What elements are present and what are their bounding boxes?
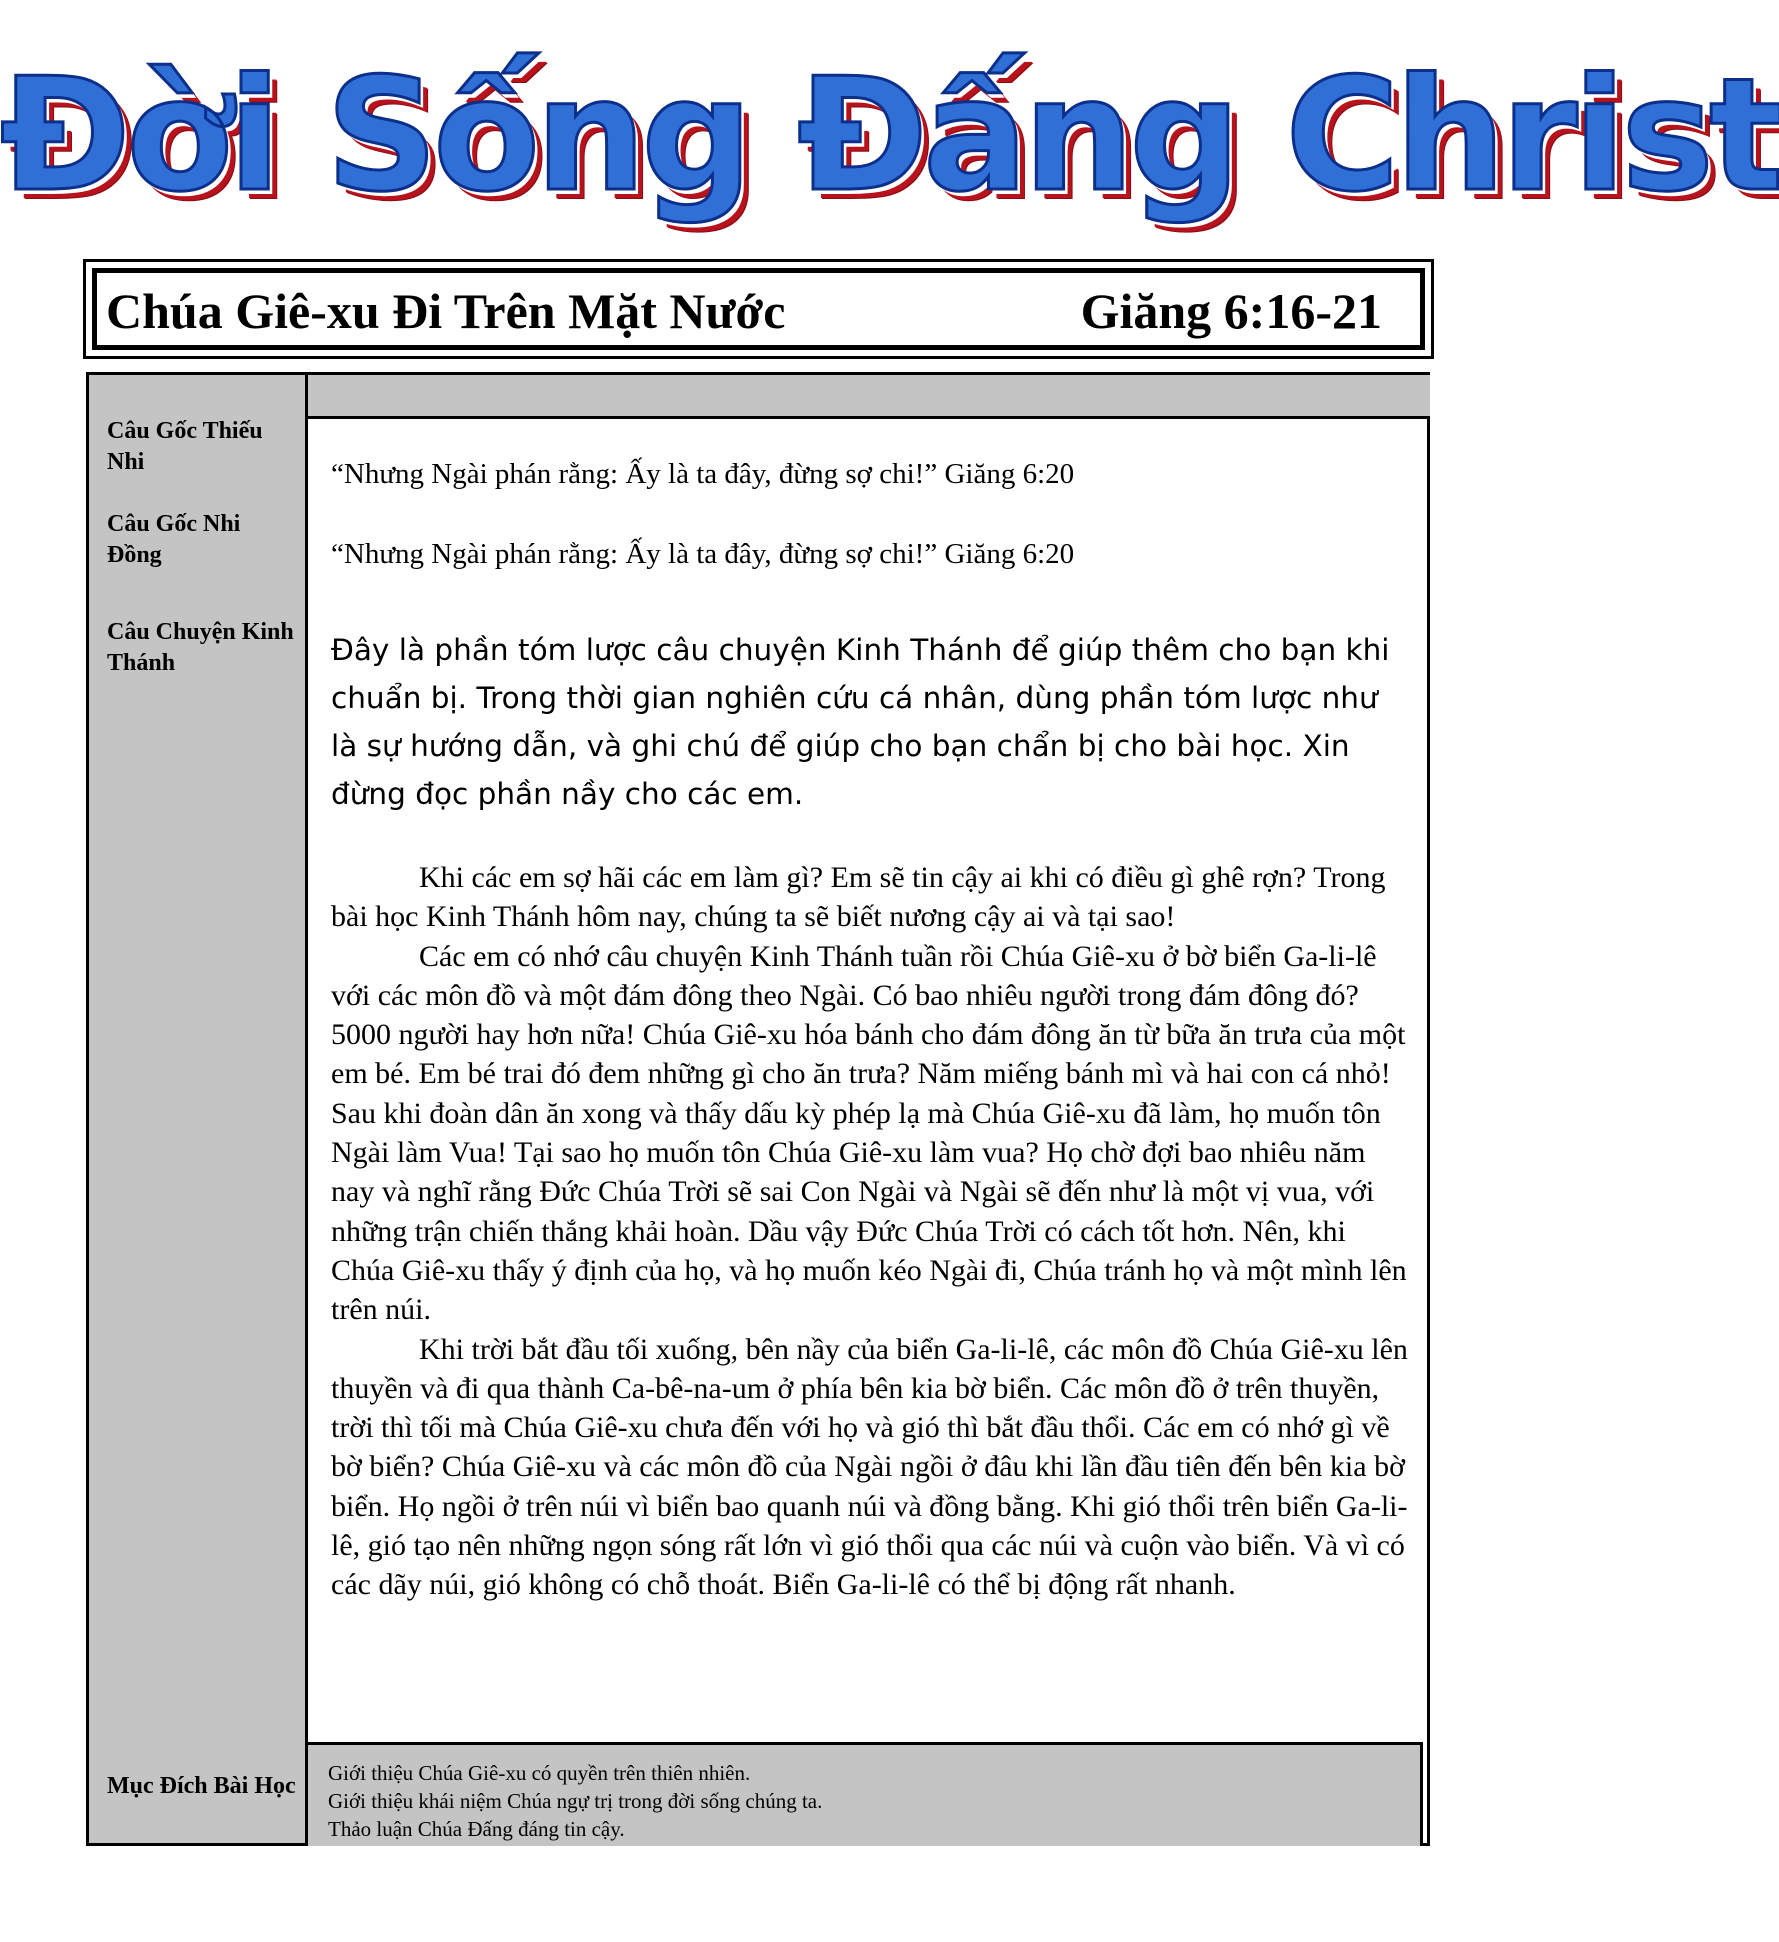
memory-verse-kids: “Nhưng Ngài phán rằng: Ấy là ta đây, đừng sợ chi!” Giăng 6:20 xyxy=(331,538,1075,570)
label-bible-story: Câu Chuyện Kinh Thánh xyxy=(107,619,294,676)
story-paragraph: Khi các em sợ hãi các em làm gì? Em sẽ tin cậy ai khi có điều gì ghê rợn? Trong bài học Kinh Thánh hôm nay, chúng ta sẽ biết nương cậy ai và tại sao! xyxy=(331,861,1386,934)
purpose-item: Giới thiệu Chúa Giê-xu có quyền trên thiên nhiên. xyxy=(328,1761,751,1785)
label-lesson-purpose: Mục Đích Bài Học xyxy=(107,1773,296,1799)
sidebar-panel xyxy=(89,375,308,1843)
label-memory-verse-kids: Câu Gốc Nhi Đồng xyxy=(107,511,241,568)
masthead-title: Đời Sống Đấng Christ xyxy=(0,44,1779,226)
purpose-item: Thảo luận Chúa Đấng đáng tin cậy. xyxy=(328,1817,625,1841)
lesson-title: Chúa Giê-xu Đi Trên Mặt Nước xyxy=(106,283,786,339)
memory-verse-juniors: “Nhưng Ngài phán rằng: Ấy là ta đây, đừng sợ chi!” Giăng 6:20 xyxy=(331,458,1075,490)
story-paragraph: Khi trời bắt đầu tối xuống, bên nầy của biển Ga-li-lê, các môn đồ Chúa Giê-xu lên thuyền và đi qua thành Ca-bê-na-um ở phía bên kia bờ biển. Các môn đồ ở trên thuyền, trời thì tối mà Chúa Giê-xu chưa đến với họ và gió thì bắt đầu thổi. Các em có nhớ gì về bờ biển? Chúa Giê-xu và các môn đồ của Ngài ngồi ở đâu khi lần đầu tiên đến bên kia bờ biển. Họ ngồi ở trên núi vì biển bao quanh núi và đồng bằng. Khi gió thổi trên biển Ga-li-lê, gió tạo nên những ngọn sóng rất lớn vì gió thổi qua các núi và cuộn vào biển. Và vì có các dãy núi, gió không có chỗ thoát. Biển Ga-li-lê có thể bị động rất nhanh. xyxy=(331,1332,1408,1602)
story-summary-note: Đây là phần tóm lược câu chuyện Kinh Thánh để giúp thêm cho bạn khi chuẩn bị. Trong thời gian nghiên cứu cá nhân, dùng phần tóm lược như là sự hướng dẫn, và ghi chú để giúp cho bạn chẩn bị cho bài học. Xin đừng đọc phần nầy cho các em. xyxy=(331,633,1390,811)
purpose-item: Giới thiệu khái niệm Chúa ngự trị trong đời sống chúng ta. xyxy=(328,1789,823,1813)
story-paragraph: Các em có nhớ câu chuyện Kinh Thánh tuần rồi Chúa Giê-xu ở bờ biển Ga-li-lê với các môn đồ và một đám đông theo Ngài. Có bao nhiêu người trong đám đông đó? 5000 người hay hơn nữa! Chúa Giê-xu hóa bánh cho đám đông ăn từ bữa ăn trưa của một em bé. Em bé trai đó đem những gì cho ăn trưa? Năm miếng bánh mì và hai con cá nhỏ! Sau khi đoàn dân ăn xong và thấy dấu kỳ phép lạ mà Chúa Giê-xu đã làm, họ muốn tôn Ngài làm Vua! Tại sao họ muốn tôn Chúa Giê-xu làm vua? Họ chờ đợi bao nhiêu năm nay và nghĩ rằng Đức Chúa Trời sẽ sai Con Ngài và Ngài sẽ đến như là một vị vua, với những trận chiến thắng khải hoàn. Dầu vậy Đức Chúa Trời có cách tốt hơn. Nên, khi Chúa Giê-xu thấy ý định của họ, và họ muốn kéo Ngài đi, Chúa tránh họ và một mình lên trên núi. xyxy=(331,939,1407,1327)
label-memory-verse-juniors: Câu Gốc Thiếu Nhi xyxy=(107,418,263,475)
bible-story-text xyxy=(331,858,1411,1605)
lesson-reference: Giăng 6:16-21 xyxy=(1080,283,1382,339)
header-gray-bar xyxy=(308,375,1430,419)
